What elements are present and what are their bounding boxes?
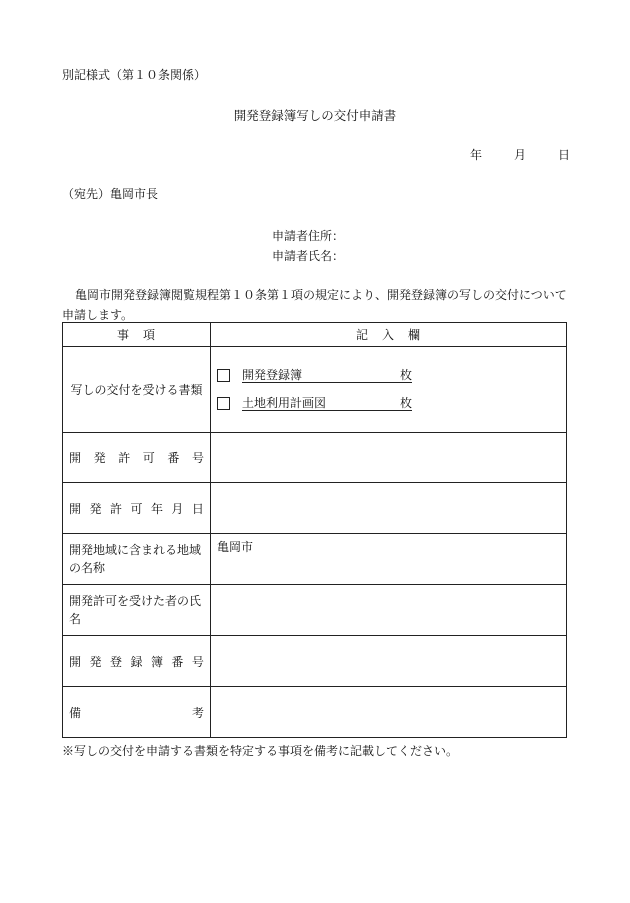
table-row xyxy=(63,483,567,534)
table-row xyxy=(63,687,567,738)
applicant-block xyxy=(272,226,344,266)
table-row xyxy=(63,433,567,483)
addressee: （宛先）亀岡市長 xyxy=(62,187,159,201)
footnote: ※写しの交付を申請する書類を特定する事項を備考に記載してください。 xyxy=(62,744,459,758)
area-label xyxy=(63,534,211,585)
doc-option-landuse-plan[interactable] xyxy=(211,390,566,418)
registry-number-text: 開 発 登 録 簿 番 号 xyxy=(69,654,204,669)
date-day: 日 xyxy=(557,148,570,162)
permit-date-label xyxy=(63,483,211,534)
date-line xyxy=(470,146,570,163)
checkbox-landuse-plan[interactable] xyxy=(217,397,230,410)
permittee-text: 開発許可を受けた者の氏名 xyxy=(69,594,202,626)
table-row xyxy=(63,585,567,636)
form-reference: 別記様式（第１０条関係） xyxy=(62,68,207,82)
permit-date-text: 開 発 許 可 年 月 日 xyxy=(69,501,204,516)
doc2-unit: 枚 xyxy=(399,396,412,410)
permit-number-label xyxy=(63,433,211,483)
table-row xyxy=(63,534,567,585)
doc-option-registry[interactable] xyxy=(211,362,566,390)
permit-number-entry[interactable] xyxy=(211,433,567,483)
area-text: 開発地域に含まれる地域の名称 xyxy=(69,543,202,575)
date-month: 月 xyxy=(513,148,526,162)
header-entry: 記 入 欄 xyxy=(211,323,567,347)
applicant-name-label: 申請者氏名： xyxy=(272,249,345,263)
checkbox-registry[interactable] xyxy=(217,369,230,382)
doc1-unit: 枚 xyxy=(399,368,412,382)
permit-number-text: 開 発 許 可 番 号 xyxy=(69,451,204,465)
header-item: 事 項 xyxy=(63,323,211,347)
table-row xyxy=(63,347,567,433)
table-row xyxy=(63,636,567,687)
permit-date-entry[interactable] xyxy=(211,483,567,534)
remarks-text: 備 考 xyxy=(69,705,204,720)
permittee-entry[interactable] xyxy=(211,585,567,636)
date-year: 年 xyxy=(470,148,483,162)
documents-label: 写しの交付を受ける書類 xyxy=(63,347,211,433)
area-entry[interactable]: 亀岡市 xyxy=(211,534,567,585)
doc1-name: 開発登録簿 xyxy=(242,368,303,382)
page-title: 開発登録簿写しの交付申請書 xyxy=(233,108,397,123)
permittee-label xyxy=(63,585,211,636)
remarks-label xyxy=(63,687,211,738)
registry-number-label xyxy=(63,636,211,687)
table-header-row xyxy=(63,323,567,347)
application-table xyxy=(62,322,567,738)
remarks-entry[interactable] xyxy=(211,687,567,738)
registry-number-entry[interactable] xyxy=(211,636,567,687)
doc2-name: 土地利用計画図 xyxy=(242,396,327,410)
request-statement: 亀岡市開発登録簿閲覧規程第１０条第１項の規定により、開発登録簿の写しの交付について申請します。 xyxy=(62,288,567,322)
documents-entry xyxy=(211,347,567,433)
applicant-address-label: 申請者住所： xyxy=(272,229,345,243)
